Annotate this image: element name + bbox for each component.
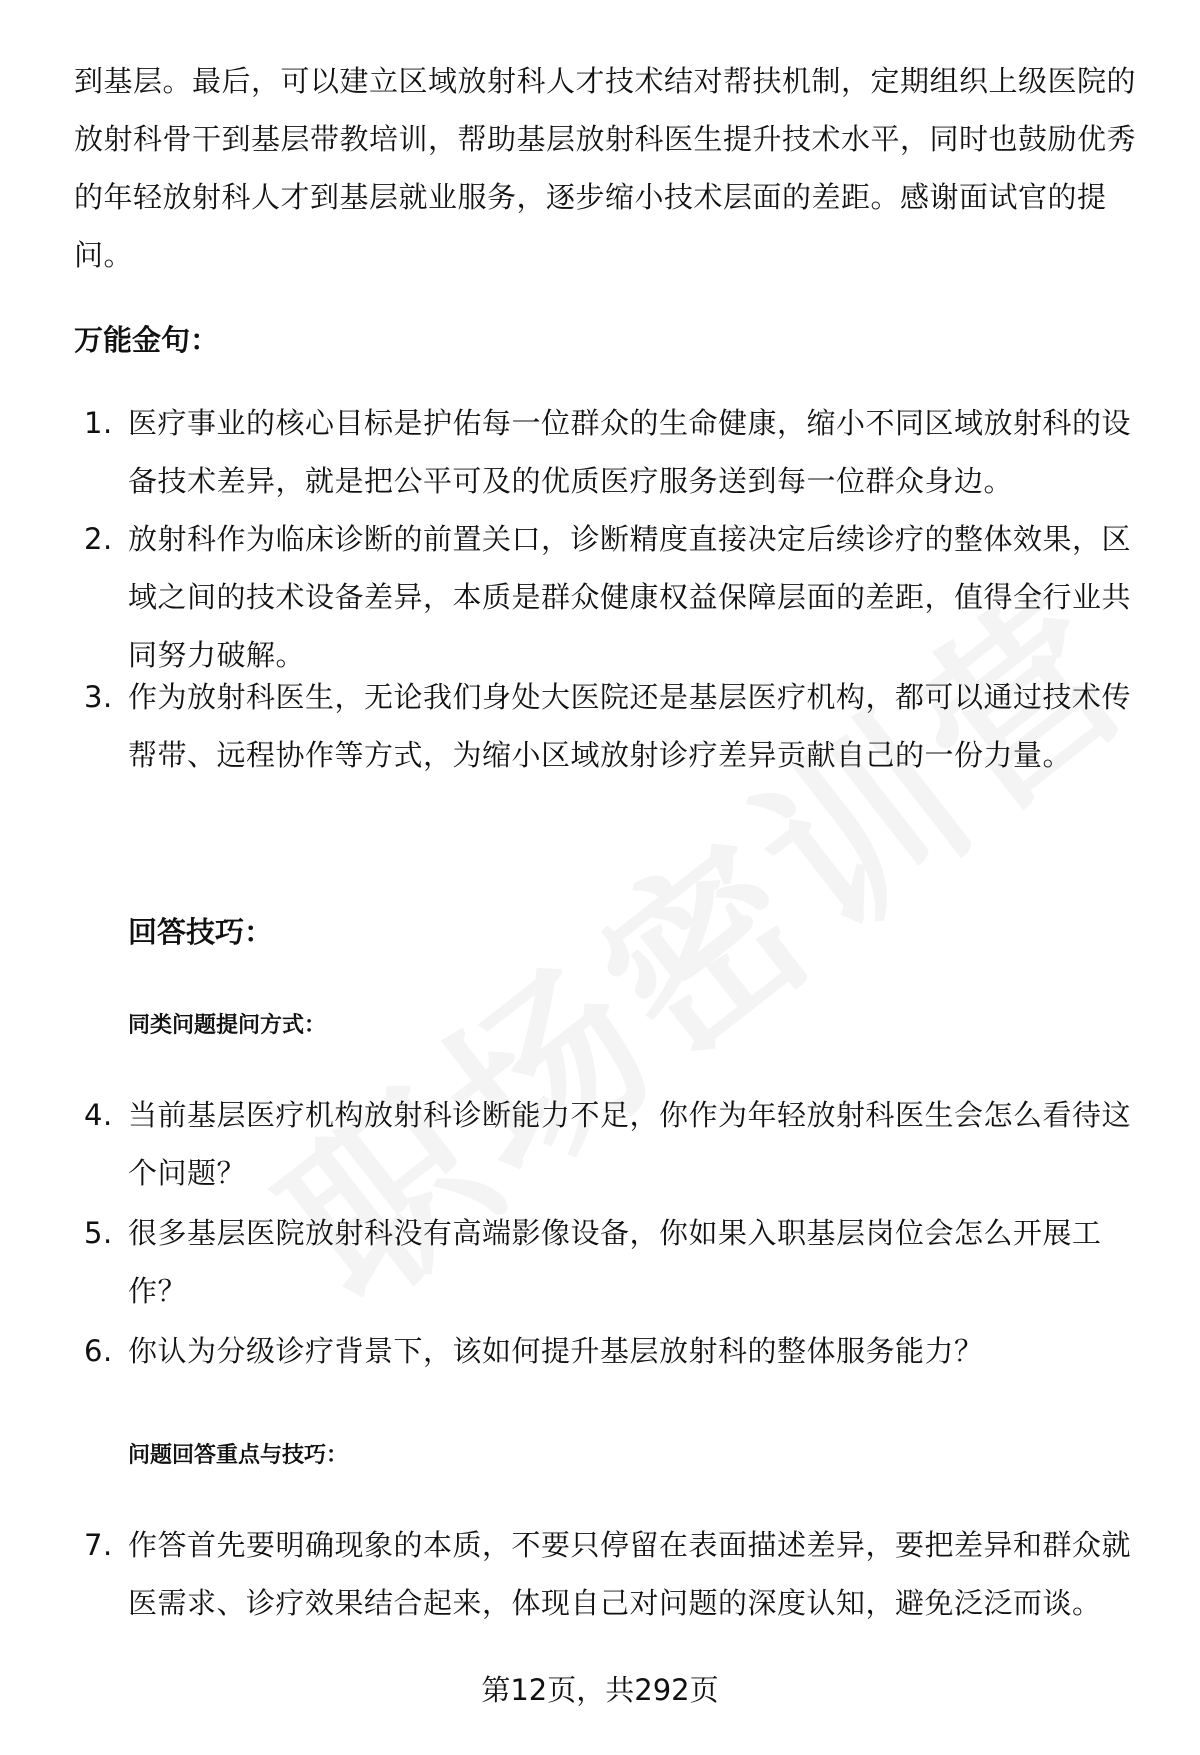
list-item-text: 很多基层医院放射科没有高端影像设备，你如果入职基层岗位会怎么开展工作？ bbox=[128, 1216, 1102, 1308]
list-item bbox=[84, 668, 1156, 784]
section-heading-answer-tips: 回答技巧： bbox=[128, 915, 274, 949]
intro-paragraph: 到基层。最后，可以建立区域放射科人才技术结对帮扶机制，定期组织上级医院的放射科骨干到基层带教培训，帮助基层放射科医生提升技术水平，同时也鼓励优秀的年轻放射科人才到基层就业服务，逐步缩小技术层面的差距。感谢面试官的提问。 bbox=[74, 64, 1137, 272]
list-item-number: 1. bbox=[84, 406, 113, 440]
page-footer: 第12页，共292页 bbox=[481, 1673, 719, 1707]
list-item-number: 3. bbox=[84, 680, 113, 714]
list-item-number: 4. bbox=[84, 1098, 113, 1132]
list-item bbox=[84, 510, 1156, 684]
list-item-text: 作为放射科医生，无论我们身处大医院还是基层医疗机构，都可以通过技术传帮带、远程协作等方式，为缩小区域放射诊疗差异贡献自己的一份力量。 bbox=[128, 680, 1132, 772]
subheading-similar-questions: 同类问题提问方式： bbox=[128, 1013, 327, 1038]
subheading-key-points: 问题回答重点与技巧： bbox=[128, 1443, 349, 1468]
list-item-text: 医疗事业的核心目标是护佑每一位群众的生命健康，缩小不同区域放射科的设备技术差异，就是把公平可及的优质医疗服务送到每一位群众身边。 bbox=[128, 406, 1132, 498]
list-item-number: 2. bbox=[84, 522, 113, 556]
list-item bbox=[84, 1086, 1156, 1202]
list-item-text: 放射科作为临床诊断的前置关口，诊断精度直接决定后续诊疗的整体效果，区域之间的技术设备差异，本质是群众健康权益保障层面的差距，值得全行业共同努力破解。 bbox=[128, 522, 1132, 672]
list-item-number: 6. bbox=[84, 1334, 113, 1368]
list-item-number: 5. bbox=[84, 1216, 113, 1250]
list-item-text: 你认为分级诊疗背景下，该如何提升基层放射科的整体服务能力？ bbox=[128, 1334, 984, 1368]
list-item-text: 当前基层医疗机构放射科诊断能力不足，你作为年轻放射科医生会怎么看待这个问题？ bbox=[128, 1098, 1132, 1190]
section-heading-golden-sentences: 万能金句： bbox=[74, 323, 220, 357]
list-item-number: 7. bbox=[84, 1528, 113, 1562]
list-item bbox=[84, 394, 1156, 510]
list-item bbox=[84, 1516, 1156, 1632]
list-item-text: 作答首先要明确现象的本质，不要只停留在表面描述差异，要把差异和群众就医需求、诊疗效果结合起来，体现自己对问题的深度认知，避免泛泛而谈。 bbox=[128, 1528, 1132, 1620]
list-item bbox=[84, 1322, 1156, 1380]
list-item bbox=[84, 1204, 1156, 1320]
